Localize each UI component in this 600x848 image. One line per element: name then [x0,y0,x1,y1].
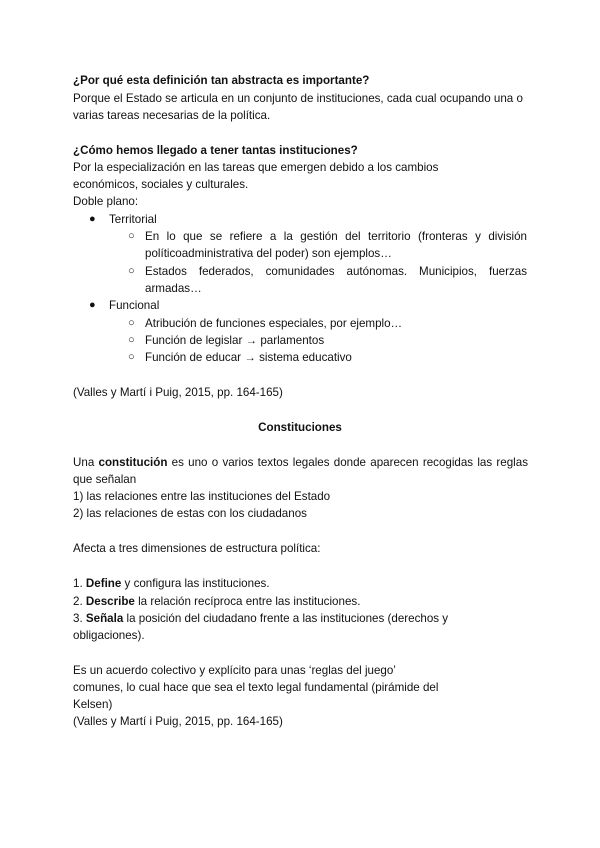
sub-item-line: Atribución de funciones especiales, por ejemplo… [145,317,403,330]
list-item-territorial: Territorial [109,213,157,226]
sub-bullet-icon: ○ [128,317,135,329]
citation: (Valles y Martí i Puig, 2015, pp. 164-165) [73,715,283,728]
doble-plano-label: Doble plano: [73,195,139,208]
paragraph-line: Porque el Estado se articula en un conjunto de instituciones, cada cual ocupando una o [73,92,523,105]
paragraph-line: económicos, sociales y culturales. [73,178,249,191]
paragraph-line: que señalan [73,473,137,486]
paragraph-line: comunes, lo cual hace que sea el texto legal fundamental (pirámide del [73,681,439,694]
section-title-constituciones: Constituciones [258,421,342,434]
dimension-keyword: Define [85,577,122,590]
bullet-icon: ● [89,213,96,225]
paragraph-line: Afecta a tres dimensiones de estructura política: [73,542,321,555]
paragraph-line: varias tareas necesarias de la política. [73,109,271,122]
sub-bullet-icon: ○ [128,230,135,242]
dimension-number: 2. [73,595,86,608]
sub-item-line: políticoadministrativa del poder) son ejemplos… [145,247,392,260]
sub-item-line: Estados federados, comunidades autónomas. Municipios, fuerzas [145,265,527,278]
sub-item-line: Función de legislar → parlamentos [145,334,325,347]
definition-term: constitución [98,456,168,469]
paragraph-line: Por la especialización en las tareas que emergen debido a los cambios [73,161,439,174]
bullet-icon: ● [89,299,96,311]
paragraph-line: Kelsen) [73,698,113,711]
citation: (Valles y Martí i Puig, 2015, pp. 164-165) [73,386,283,399]
sub-item-line: En lo que se refiere a la gestión del territorio (fronteras y división [145,230,527,243]
definition-pre: Una [73,456,99,469]
dimension-item [73,611,448,626]
dimension-item [73,576,270,591]
paragraph-line: Es un acuerdo colectivo y explícito para unas ‘reglas del juego’ [73,664,396,677]
sub-item-line: armadas… [145,282,202,295]
dimension-keyword: Describe [85,595,135,608]
dimension-text: y configura las instituciones. [121,577,270,590]
dimension-text: la posición del ciudadano frente a las instituciones (derechos y [123,612,449,625]
list-item: 2) las relaciones de estas con los ciudadanos [73,507,307,520]
dimension-keyword: Señala [85,612,124,625]
definition-post: es uno o varios textos legales donde aparecen recogidas las reglas [167,456,528,469]
heading-definicion: ¿Por qué esta definición tan abstracta es importante? [73,74,370,87]
dimension-item [73,594,360,609]
paragraph-line: obligaciones). [73,629,145,642]
sub-bullet-icon: ○ [128,265,135,277]
sub-bullet-icon: ○ [128,351,135,363]
definition-line [73,455,528,470]
sub-item-line: Función de educar → sistema educativo [145,351,352,364]
sub-bullet-icon: ○ [128,334,135,346]
list-item: 1) las relaciones entre las instituciones del Estado [73,490,331,503]
dimension-number: 1. [73,577,86,590]
heading-instituciones: ¿Cómo hemos llegado a tener tantas instituciones? [73,144,358,157]
dimension-number: 3. [73,612,86,625]
dimension-text: la relación recíproca entre las instituciones. [134,595,361,608]
list-item-funcional: Funcional [109,299,160,312]
